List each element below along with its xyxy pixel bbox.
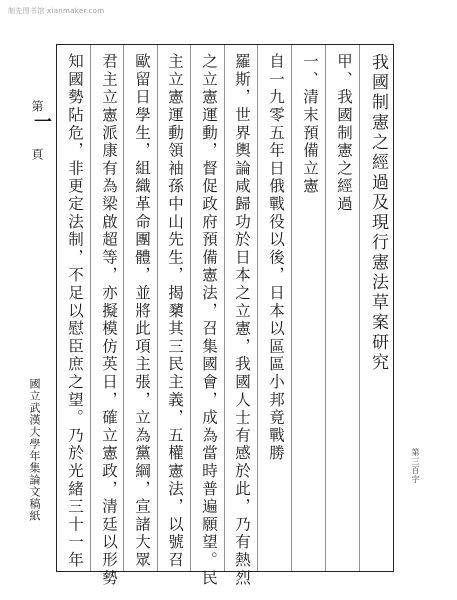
grid-count-label: 第三百字	[411, 448, 420, 484]
manuscript-grid	[56, 44, 394, 587]
column-heading-a: 甲、我國制憲之經過	[335, 53, 353, 214]
text-column: 君主立憲派康有為梁啟超等，亦擬模仿英日，確立憲政，清廷以形勢	[100, 53, 118, 587]
text-column: 羅斯，世界輿論咸歸功於日本之立憲，我國人士有感於此，乃有熱烈	[233, 53, 251, 587]
column-title: 我國制憲之經過及現行憲法草案研究	[368, 53, 388, 373]
text-column: 自一九零五年日俄戰役以後，日本以區區小邦竟戰勝	[267, 53, 285, 463]
page-suffix: 頁	[30, 148, 44, 162]
watermark: 制先图书馆 xianmaker.com	[8, 7, 105, 15]
section-label: 第	[30, 100, 44, 114]
text-column: 主立憲運動領袖孫中山先生，揭櫫其三民主義，五權憲法，以號召	[166, 53, 184, 570]
page-number: 一	[31, 112, 52, 130]
publisher-imprint: 國立武漢大學年集論文稿紙	[28, 378, 41, 522]
text-column: 知國勢阽危，非更定法制，不足以慰臣庶之望。乃於光緒三十一年	[66, 53, 84, 570]
left-margin	[4, 0, 52, 600]
column-heading-1: 一、清末預備立憲	[301, 53, 319, 196]
text-column: 歐留日學生，組織革命團體，並將此項主張，立為黨綱，宣諸大眾	[133, 53, 151, 570]
text-column: 之立憲運動，督促政府預備憲法，召集國會，成為當時普遍願望。民	[200, 53, 218, 587]
